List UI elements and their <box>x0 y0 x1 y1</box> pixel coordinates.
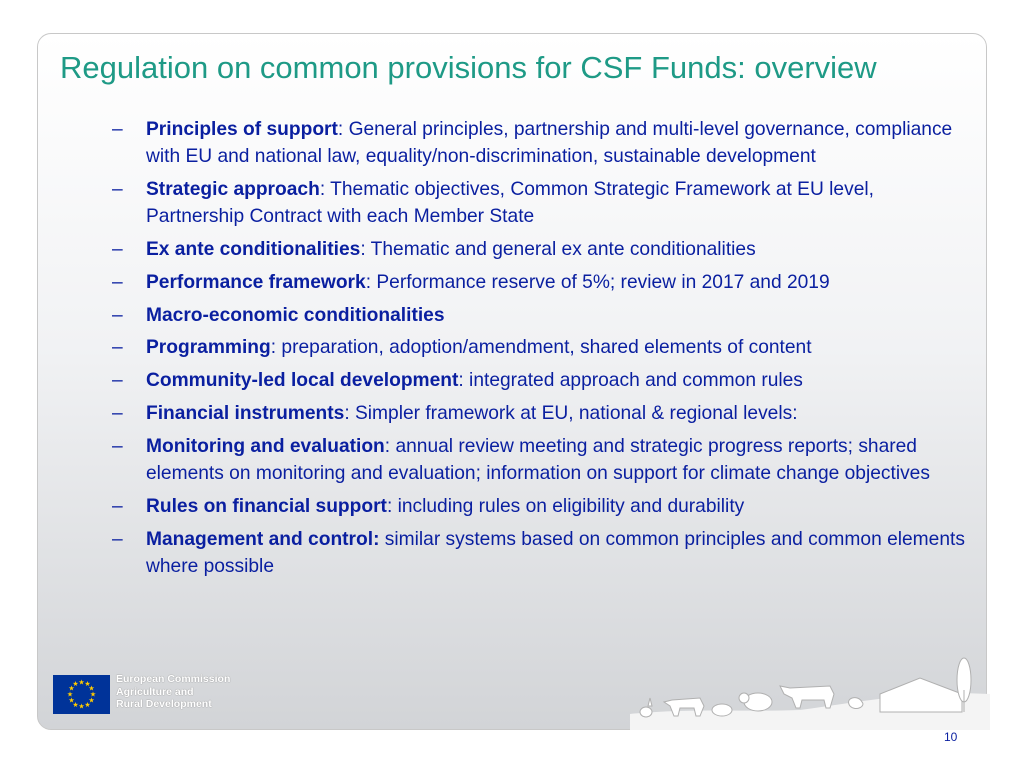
page-number: 10 <box>944 730 958 744</box>
dash-marker: – <box>112 271 123 293</box>
svg-text:★: ★ <box>68 684 75 693</box>
bullet-term: Macro-economic conditionalities <box>146 304 445 326</box>
bullet-text: : Thematic and general ex ante conditionalities <box>360 239 756 260</box>
svg-text:★: ★ <box>88 684 95 693</box>
svg-text:★: ★ <box>78 678 85 687</box>
bullet-term: Principles of support <box>146 119 338 140</box>
svg-text:★: ★ <box>72 701 79 709</box>
eu-line: European Commission <box>116 673 231 685</box>
bullet-item <box>112 433 974 487</box>
bullet-text: : Simpler framework at EU, national & regional levels: <box>344 402 798 424</box>
bullet-list <box>112 116 974 586</box>
bullet-item <box>112 302 974 329</box>
dash-marker: – <box>112 304 123 326</box>
bullet-item <box>112 236 974 263</box>
bullet-item <box>112 400 974 427</box>
bullet-item <box>112 334 974 361</box>
svg-text:★: ★ <box>72 680 79 688</box>
eu-line: Rural Development <box>116 698 212 710</box>
bullet-term: Strategic approach <box>146 179 320 200</box>
farm-animals-icon <box>630 650 990 730</box>
dash-marker: – <box>112 119 123 140</box>
bullet-text: : annual review meeting and strategic progress reports; shared elements on monitoring and evaluation; information on support for climate change objectives <box>146 435 930 484</box>
dash-marker: – <box>112 239 123 260</box>
eu-flag-icon <box>53 675 110 714</box>
dash-marker: – <box>112 435 123 457</box>
slide-title: Regulation on common provisions for CSF Funds: overview <box>60 50 877 85</box>
bullet-text: similar systems based on common principles and common elements where possible <box>146 528 965 577</box>
svg-text:★: ★ <box>84 701 91 709</box>
bullet-text: : General principles, partnership and multi-level governance, compliance with EU and national law, equality/non-discrimination, sustainable development <box>146 119 953 168</box>
bullet-item <box>112 269 974 296</box>
svg-text:★: ★ <box>88 696 95 705</box>
bullet-term: Monitoring and evaluation <box>146 435 385 457</box>
bullet-item <box>112 493 974 520</box>
bullet-item <box>112 367 974 394</box>
bullet-term: Financial instruments <box>146 402 345 424</box>
dash-marker: – <box>112 337 123 359</box>
bullet-text: : preparation, adoption/amendment, shared elements of content <box>270 337 812 359</box>
bullet-text: : Thematic objectives, Common Strategic Framework at EU level, Partnership Contract with each Member State <box>146 179 874 228</box>
dash-marker: – <box>112 402 123 424</box>
eu-line: Agriculture and <box>116 685 194 698</box>
svg-text:★: ★ <box>89 690 97 699</box>
bullet-term: Rules on financial support <box>146 495 387 517</box>
bullet-item <box>112 176 974 230</box>
bullet-term: Community-led local development <box>146 370 459 392</box>
svg-text:★: ★ <box>66 690 74 699</box>
bullet-term: Programming <box>146 337 271 359</box>
bullet-term: Ex ante conditionalities <box>146 239 361 260</box>
bullet-term: Management and control: <box>146 528 380 550</box>
svg-text:★: ★ <box>78 702 85 711</box>
dash-marker: – <box>112 495 123 517</box>
dash-marker: – <box>112 528 123 550</box>
bullet-text: : integrated approach and common rules <box>458 370 803 392</box>
bullet-text: : Performance reserve of 5%; review in 2017 and 2019 <box>365 271 830 293</box>
bullet-item <box>112 526 974 580</box>
bullet-text: : including rules on eligibility and durability <box>386 495 745 517</box>
bullet-term: Performance framework <box>146 271 366 293</box>
svg-text:★: ★ <box>68 696 75 705</box>
svg-text:★: ★ <box>84 680 91 688</box>
dash-marker: – <box>112 370 123 392</box>
eu-commission-label <box>116 673 230 711</box>
dash-marker: – <box>112 179 123 200</box>
bullet-item <box>112 116 974 170</box>
